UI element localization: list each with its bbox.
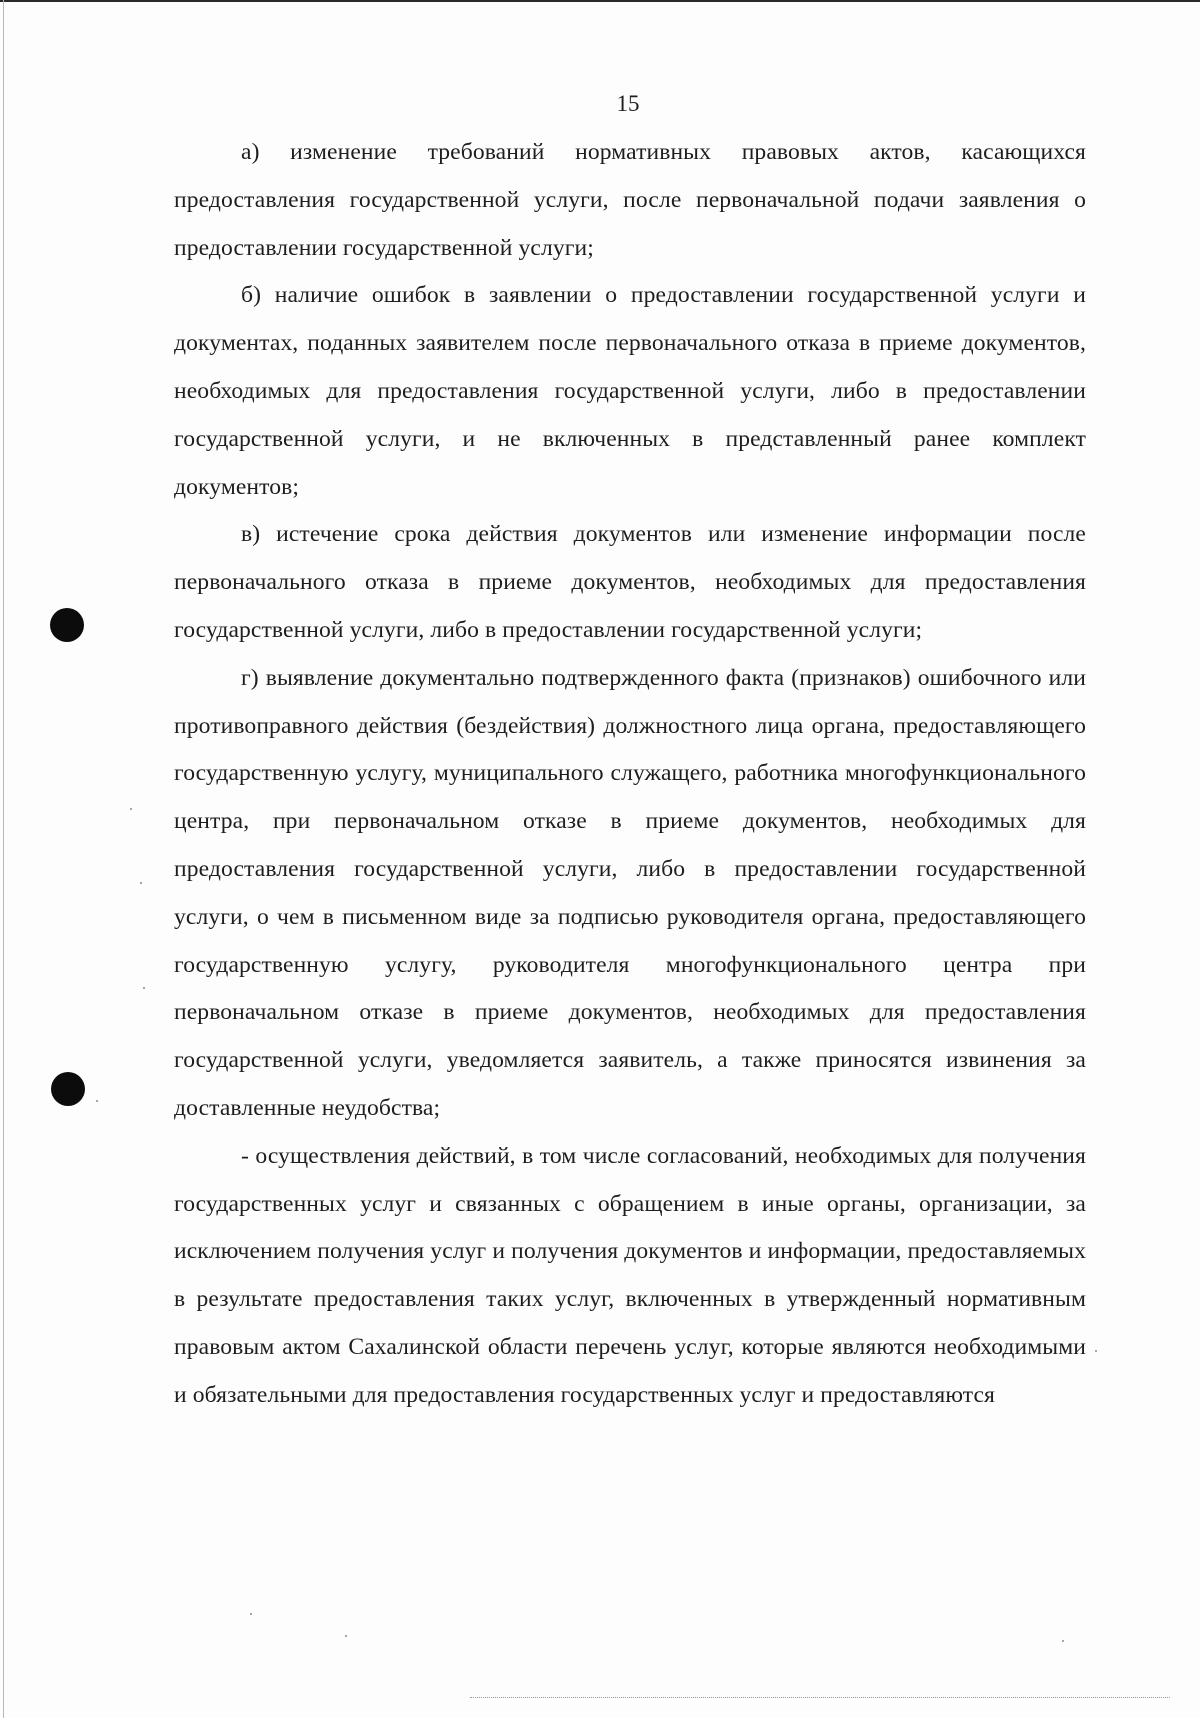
paragraph-a: а) изменение требований нормативных правовых актов, касающихся предоставления государственной услуги, после первоначальной подачи заявления о предоставлении государственной услуги; [174, 139, 1086, 261]
scan-speck [96, 1100, 98, 1102]
scan-speck [345, 1635, 347, 1637]
scan-speck [130, 808, 132, 810]
scan-speck [1095, 1350, 1097, 1352]
document-body [174, 129, 1086, 1420]
scan-speck [143, 987, 145, 989]
punch-hole-lower [51, 1072, 85, 1106]
paragraph-b: б) наличие ошибок в заявлении о предоставлении государственной услуги и документах, поданных заявителем после первоначального отказа в приеме документов, необходимых для предоставления государственной услуги, либо в предоставлении государственной услуги, и не включенных в представленный ранее комплект документов; [174, 282, 1086, 500]
bottom-dotted-rule [470, 1697, 1170, 1698]
page-left-edge [3, 0, 4, 1718]
page-number: 15 [616, 91, 640, 116]
scan-speck [140, 882, 142, 884]
punch-hole-upper [50, 608, 84, 642]
scan-speck [250, 1613, 252, 1615]
paragraph-v: в) истечение срока действия документов или изменение информации после первоначального отказа в приеме документов, необходимых для предоставления государственной услуги, либо в предоставлении государственной услуги; [174, 521, 1086, 643]
page-top-edge [0, 0, 1200, 2]
paragraph-dash: - осуществления действий, в том числе согласований, необходимых для получения государственных услуг и связанных с обращением в иные органы, организации, за исключением получения услуг и получения документов и информации, предоставляемых в результате предоставления таких услуг, включенных в утвержденный нормативным правовым актом Сахалинской области перечень услуг, которые являются необходимыми и обязательными для предоставления государственных услуг и предоставляются [174, 1142, 1086, 1408]
scan-speck [1062, 1640, 1064, 1642]
paragraph-g: г) выявление документально подтвержденного факта (признаков) ошибочного или противоправного действия (бездействия) должностного лица органа, предоставляющего государственную услугу, муниципального служащего, работника многофункционального центра, при первоначальном отказе в приеме документов, необходимых для предоставления государственной услуги, либо в предоставлении государственной услуги, о чем в письменном виде за подписью руководителя органа, предоставляющего государственную услугу, руководителя многофункционального центра при первоначальном отказе в приеме документов, необходимых для предоставления государственной услуги, уведомляется заявитель, а также приносятся извинения за доставленные неудобства; [174, 664, 1086, 1121]
